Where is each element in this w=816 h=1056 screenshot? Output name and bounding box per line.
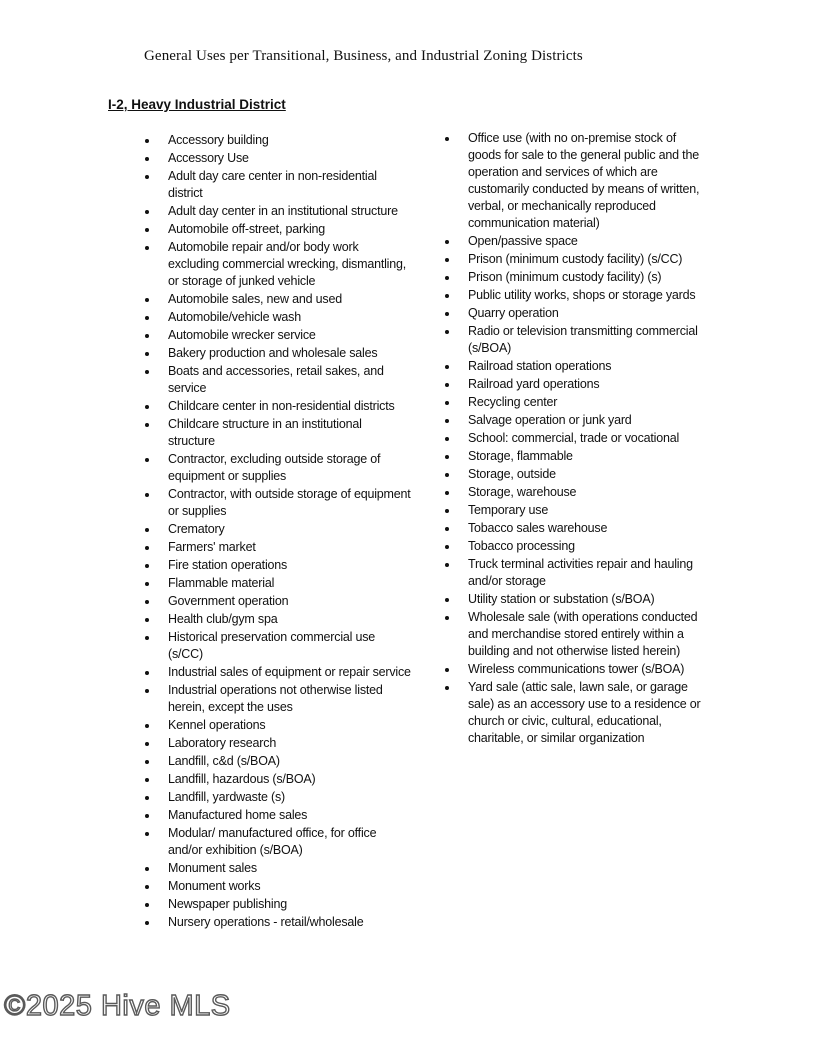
use-list-item: Newspaper publishing bbox=[141, 896, 411, 913]
use-list-item: Storage, flammable bbox=[441, 448, 703, 465]
use-list-item: Contractor, excluding outside storage of equipment or supplies bbox=[141, 451, 411, 485]
use-list-item: Salvage operation or junk yard bbox=[441, 412, 703, 429]
uses-list-right bbox=[441, 130, 703, 748]
use-list-item: Yard sale (attic sale, lawn sale, or garage sale) as an accessory use to a residence or church or civic, cultural, educational, charitable, or similar organization bbox=[441, 679, 703, 747]
use-list-item: Quarry operation bbox=[441, 305, 703, 322]
use-list-item: Crematory bbox=[141, 521, 411, 538]
uses-list-left bbox=[141, 132, 411, 932]
use-list-item: Accessory building bbox=[141, 132, 411, 149]
use-list-item: Boats and accessories, retail sakes, and service bbox=[141, 363, 411, 397]
use-list-item: Health club/gym spa bbox=[141, 611, 411, 628]
use-list-item: Nursery operations - retail/wholesale bbox=[141, 914, 411, 931]
use-list-item: Bakery production and wholesale sales bbox=[141, 345, 411, 362]
use-list-item: Office use (with no on-premise stock of goods for sale to the general public and the operation and services of which are customarily conducted by means of written, verbal, or mechanically reproduced communication material) bbox=[441, 130, 703, 232]
use-list-item: Recycling center bbox=[441, 394, 703, 411]
mls-watermark: ©2025 Hive MLS bbox=[4, 990, 231, 1022]
use-list-item: Wireless communications tower (s/BOA) bbox=[441, 661, 703, 678]
use-list-item: Automobile wrecker service bbox=[141, 327, 411, 344]
use-list-item: Tobacco sales warehouse bbox=[441, 520, 703, 537]
use-list-item: Wholesale sale (with operations conducted and merchandise stored entirely within a building and not otherwise listed herein) bbox=[441, 609, 703, 660]
use-list-item: Open/passive space bbox=[441, 233, 703, 250]
use-list-item: Historical preservation commercial use (s/CC) bbox=[141, 629, 411, 663]
use-list-item: Farmers' market bbox=[141, 539, 411, 556]
use-list-item: Temporary use bbox=[441, 502, 703, 519]
use-list-item: Storage, outside bbox=[441, 466, 703, 483]
use-list-item: Utility station or substation (s/BOA) bbox=[441, 591, 703, 608]
use-list-item: Manufactured home sales bbox=[141, 807, 411, 824]
use-list-item: Prison (minimum custody facility) (s) bbox=[441, 269, 703, 286]
use-list-item: Radio or television transmitting commercial (s/BOA) bbox=[441, 323, 703, 357]
use-list-item: Contractor, with outside storage of equipment or supplies bbox=[141, 486, 411, 520]
use-list-item: Kennel operations bbox=[141, 717, 411, 734]
use-list-item: Automobile sales, new and used bbox=[141, 291, 411, 308]
use-list-item: Monument works bbox=[141, 878, 411, 895]
use-list-item: Storage, warehouse bbox=[441, 484, 703, 501]
use-list-item: Landfill, hazardous (s/BOA) bbox=[141, 771, 411, 788]
use-list-item: Automobile/vehicle wash bbox=[141, 309, 411, 326]
use-list-item: Automobile off-street, parking bbox=[141, 221, 411, 238]
use-list-item: Accessory Use bbox=[141, 150, 411, 167]
use-list-item: Flammable material bbox=[141, 575, 411, 592]
use-list-item: Truck terminal activities repair and hauling and/or storage bbox=[441, 556, 703, 590]
use-list-item: Landfill, c&d (s/BOA) bbox=[141, 753, 411, 770]
use-list-item: Childcare structure in an institutional structure bbox=[141, 416, 411, 450]
use-list-item: School: commercial, trade or vocational bbox=[441, 430, 703, 447]
use-list-item: Adult day care center in non-residential district bbox=[141, 168, 411, 202]
use-list-item: Adult day center in an institutional structure bbox=[141, 203, 411, 220]
use-list-item: Automobile repair and/or body work excluding commercial wrecking, dismantling, or storage of junked vehicle bbox=[141, 239, 411, 290]
use-list-item: Railroad station operations bbox=[441, 358, 703, 375]
use-list-item: Laboratory research bbox=[141, 735, 411, 752]
use-list-item: Landfill, yardwaste (s) bbox=[141, 789, 411, 806]
use-list-item: Prison (minimum custody facility) (s/CC) bbox=[441, 251, 703, 268]
use-list-item: Modular/ manufactured office, for office and/or exhibition (s/BOA) bbox=[141, 825, 411, 859]
use-list-item: Tobacco processing bbox=[441, 538, 703, 555]
document-title: General Uses per Transitional, Business, and Industrial Zoning Districts bbox=[144, 48, 583, 64]
use-list-item: Railroad yard operations bbox=[441, 376, 703, 393]
section-heading: I-2, Heavy Industrial District bbox=[108, 97, 286, 112]
use-list-item: Fire station operations bbox=[141, 557, 411, 574]
use-list-item: Public utility works, shops or storage yards bbox=[441, 287, 703, 304]
use-list-item: Government operation bbox=[141, 593, 411, 610]
use-list-item: Childcare center in non-residential districts bbox=[141, 398, 411, 415]
use-list-item: Monument sales bbox=[141, 860, 411, 877]
use-list-item: Industrial sales of equipment or repair service bbox=[141, 664, 411, 681]
use-list-item: Industrial operations not otherwise listed herein, except the uses bbox=[141, 682, 411, 716]
